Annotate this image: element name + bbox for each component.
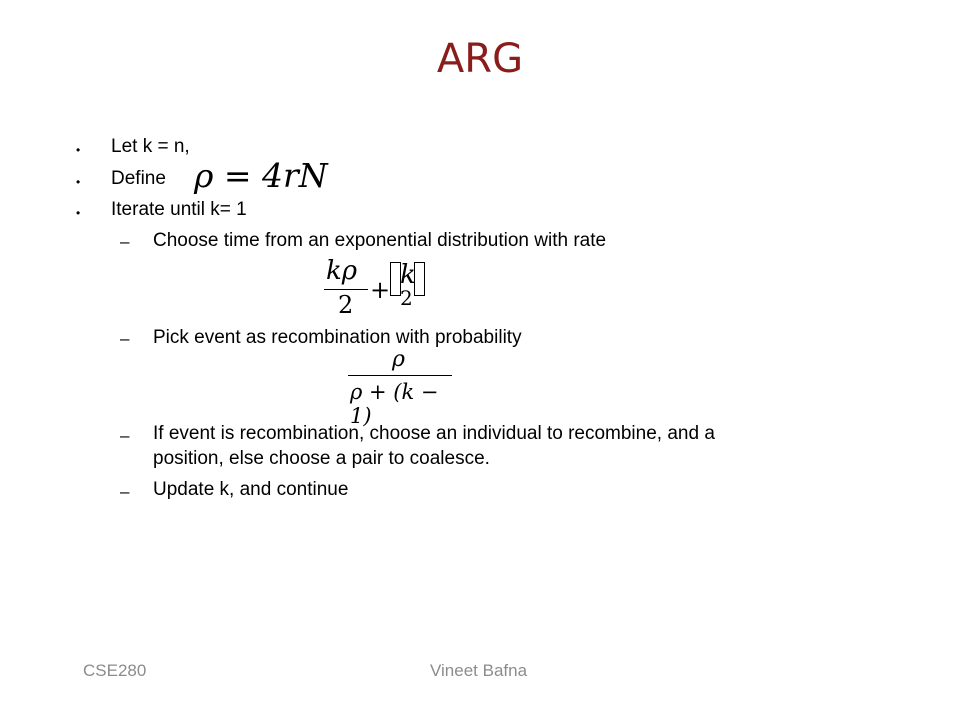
binom-top: k bbox=[400, 260, 416, 290]
subitem-choose-time: Choose time from an exponential distribution with rate bbox=[153, 230, 607, 251]
fraction-bar bbox=[348, 375, 452, 376]
bullet-iterate: Iterate until k= 1 bbox=[111, 199, 247, 220]
bullet-marker: • bbox=[76, 143, 81, 157]
prob-numerator: ρ bbox=[392, 347, 405, 372]
bullet-define: Define bbox=[111, 168, 166, 189]
dash-marker: – bbox=[120, 329, 130, 348]
formula-probability bbox=[346, 347, 456, 428]
subitem-if-recombination-cont: position, else choose a pair to coalesce. bbox=[153, 448, 490, 469]
bullet-marker: • bbox=[76, 175, 81, 189]
rate-numerator: kρ bbox=[326, 256, 358, 286]
subitem-pick-event: Pick event as recombination with probability bbox=[153, 327, 522, 348]
dash-marker: – bbox=[120, 482, 130, 501]
fraction-bar bbox=[324, 289, 368, 290]
subitem-update-k: Update k, and continue bbox=[153, 479, 349, 500]
rate-denominator: 2 bbox=[338, 291, 354, 319]
binom-bottom: 2 bbox=[400, 286, 413, 310]
slide-title: ARG bbox=[436, 36, 524, 82]
dash-marker: – bbox=[120, 426, 130, 445]
dash-marker: – bbox=[120, 232, 130, 251]
footer-course: CSE280 bbox=[83, 661, 147, 680]
prob-denominator: ρ + (k − 1) bbox=[350, 380, 439, 428]
subitem-if-recombination: If event is recombination, choose an individual to recombine, and a bbox=[153, 423, 715, 444]
bullet-marker: • bbox=[76, 206, 81, 220]
plus-sign: + bbox=[370, 276, 391, 304]
bullet-let-k: Let k = n, bbox=[111, 136, 190, 157]
formula-rate bbox=[322, 256, 432, 322]
footer-author: Vineet Bafna bbox=[430, 661, 528, 680]
formula-rho-definition: ρ = 4rN bbox=[194, 156, 328, 195]
right-paren-box bbox=[414, 262, 425, 296]
